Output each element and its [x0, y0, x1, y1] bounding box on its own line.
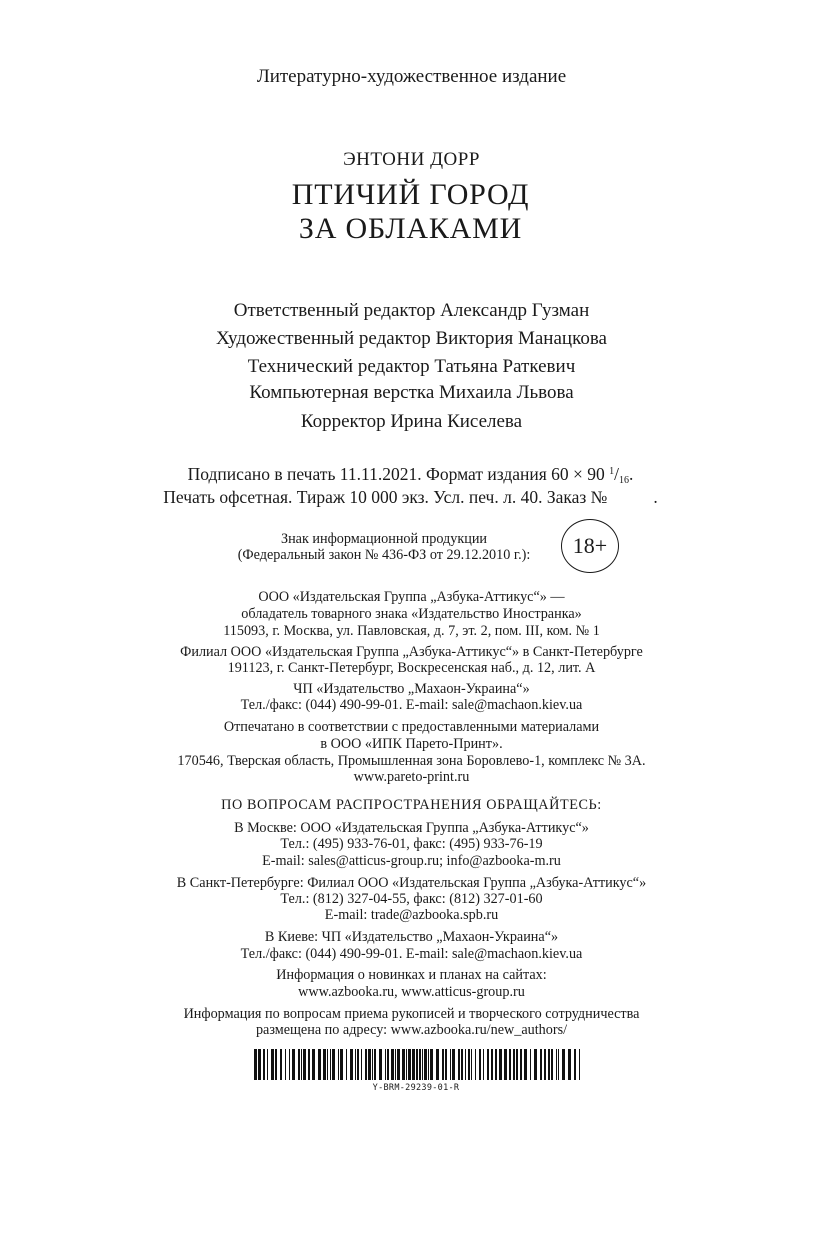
barcode-bar [318, 1049, 321, 1080]
barcode-bar [465, 1049, 466, 1080]
authors-line-2: размещена по адресу: www.azbooka.ru/new_authors/ [255, 1022, 568, 1038]
barcode-bar [271, 1049, 274, 1080]
barcode-bar [430, 1049, 433, 1080]
sites-line-2: www.azbooka.ru, www.atticus-group.ru [298, 984, 525, 1000]
barcode-bar [275, 1049, 277, 1080]
barcode-bar [450, 1049, 451, 1080]
barcode-bar [357, 1049, 359, 1080]
barcode-bar [491, 1049, 493, 1080]
barcode-bar [340, 1049, 343, 1080]
barcode-bar [258, 1049, 261, 1080]
ukraine-line-2: Тел./факс: (044) 490-99-01. E-mail: sale@machaon.kiev.ua [240, 697, 583, 713]
barcode-bar [458, 1049, 460, 1080]
barcode-bar [391, 1049, 394, 1080]
barcode-bar [520, 1049, 522, 1080]
barcode-bar [544, 1049, 546, 1080]
print-info-line-2 [0, 487, 824, 508]
publisher-line-2: обладатель товарного знака «Издательство Иностранка» [241, 606, 582, 622]
age-rating-badge [561, 519, 619, 573]
format-slash: / [614, 464, 620, 484]
barcode-bar [361, 1049, 362, 1080]
barcode-bar [350, 1049, 353, 1080]
sites-line-1: Информация о новинках и планах на сайтах: [276, 967, 547, 983]
print-signed-format: Подписано в печать 11.11.2021. Формат издания 60 × 90 [187, 464, 605, 484]
barcode-bar [461, 1049, 463, 1080]
barcode-bar [452, 1049, 455, 1080]
barcode-bar [387, 1049, 389, 1080]
info-sign-label-line-1: Знак информационной продукции [280, 531, 488, 547]
spb-line-3: E-mail: trade@azbooka.spb.ru [324, 907, 499, 923]
barcode-code: Y-BRM-29239-01-R [372, 1083, 460, 1093]
barcode-bar [312, 1049, 315, 1080]
kiev-line-1: В Киеве: ЧП «Издательство „Махаон-Украина“» [264, 929, 559, 945]
format-numerator: 1 [609, 466, 615, 477]
format-end: . [629, 464, 634, 484]
barcode-bar [513, 1049, 515, 1080]
format-denominator: 16 [619, 475, 630, 486]
barcode-bar [332, 1049, 335, 1080]
barcode-bar [372, 1049, 373, 1080]
book-title-line-1: ПТИЧИЙ ГОРОД [291, 178, 530, 211]
moscow-line-2: Тел.: (495) 933-76-01, факс: (495) 933-76-19 [280, 836, 543, 852]
credit-technical-editor: Технический редактор Татьяна Раткевич [247, 356, 576, 377]
publisher-line-1: ООО «Издательская Группа „Азбука-Аттикус“» — [258, 589, 565, 605]
order-end: . [653, 487, 658, 507]
barcode-bar [516, 1049, 518, 1080]
spb-line-2: Тел.: (812) 327-04-55, факс: (812) 327-01-60 [280, 891, 543, 907]
barcode-bar [442, 1049, 444, 1080]
barcode-bar [385, 1049, 386, 1080]
print-info-line-1 [0, 464, 824, 486]
ukraine-line-1: ЧП «Издательство „Махаон-Украина“» [293, 681, 530, 697]
barcode-bar [468, 1049, 470, 1080]
barcode-bar [408, 1049, 411, 1080]
barcode-bar [504, 1049, 507, 1080]
credit-responsible-editor: Ответственный редактор Александр Гузман [233, 300, 590, 321]
book-author: ЭНТОНИ ДОРР [343, 149, 480, 170]
credit-art-editor: Художественный редактор Виктория Манацкова [216, 328, 607, 349]
print-run-order: Печать офсетная. Тираж 10 000 экз. Усл. печ. л. 40. Заказ № [163, 487, 608, 507]
barcode-bar [419, 1049, 421, 1080]
barcode-bar [436, 1049, 439, 1080]
barcode-bar [327, 1049, 328, 1080]
info-sign-label-line-2: (Федеральный закон № 436-ФЗ от 29.12.2010 г.): [237, 547, 531, 563]
barcode-bar [548, 1049, 550, 1080]
credit-proofreader: Корректор Ирина Киселева [300, 411, 523, 432]
barcode-bar [368, 1049, 371, 1080]
age-rating-value: 18+ [572, 533, 608, 558]
barcode-bar [355, 1049, 356, 1080]
barcode-bar [379, 1049, 382, 1080]
book-title-line-2: ЗА ОБЛАКАМИ [298, 212, 523, 245]
printer-line-1: Отпечатано в соответствии с предоставленными материалами [223, 719, 600, 735]
barcode-bar [402, 1049, 405, 1080]
moscow-line-1: В Москве: ООО «Издательская Группа „Азбука-Аттикус“» [234, 820, 589, 836]
barcode-bar [487, 1049, 489, 1080]
barcode-bar [395, 1049, 396, 1080]
barcode-bar [365, 1049, 367, 1080]
printer-line-3: 170546, Тверская область, Промышленная зона Боровлево-1, комплекс № 3А. [177, 753, 646, 769]
branch-line-1: Филиал ООО «Издательская Группа „Азбука-Аттикус“» в Санкт-Петербурге [180, 644, 643, 660]
kiev-line-2: Тел./факс: (044) 490-99-01. E-mail: sale@machaon.kiev.ua [240, 946, 583, 962]
authors-line-1: Информация по вопросам приема рукописей и творческого сотрудничества [183, 1006, 640, 1022]
barcode-bar [422, 1049, 423, 1080]
barcode-bar [301, 1049, 302, 1080]
barcode-bar [556, 1049, 557, 1080]
barcode-bar [424, 1049, 427, 1080]
printer-line-4: www.pareto-print.ru [353, 769, 470, 785]
barcode-bar [524, 1049, 527, 1080]
barcode-bar [323, 1049, 326, 1080]
moscow-line-3: E-mail: sales@atticus-group.ru; info@azbooka-m.ru [262, 853, 561, 869]
barcode-bar [416, 1049, 418, 1080]
barcode-bar [330, 1049, 331, 1080]
barcode-bar [471, 1049, 472, 1080]
branch-line-2: 191123, г. Санкт-Петербург, Воскресенская наб., д. 12, лит. А [227, 660, 596, 676]
barcode-bar [397, 1049, 400, 1080]
barcode-bar [558, 1049, 559, 1080]
spb-line-1: В Санкт-Петербурге: Филиал ООО «Издательская Группа „Азбука-Аттикус“» [176, 875, 647, 891]
barcode-bar [530, 1049, 531, 1080]
barcode-bar [292, 1049, 295, 1080]
barcode-bar [267, 1049, 268, 1080]
barcode-bar [445, 1049, 447, 1080]
barcode-bar [346, 1049, 347, 1080]
barcode-bar [475, 1049, 476, 1080]
info-sign-label [218, 531, 550, 563]
barcode-bar [479, 1049, 481, 1080]
edition-type: Литературно-художественное издание [256, 66, 567, 87]
credit-layout: Компьютерная верстка Михаила Львова [249, 382, 574, 403]
barcode-bar [495, 1049, 497, 1080]
barcode-bar [428, 1049, 429, 1080]
barcode-bar [568, 1049, 571, 1080]
barcode [254, 1049, 580, 1080]
barcode-bar [280, 1049, 282, 1080]
barcode-bar [483, 1049, 484, 1080]
barcode-bar [303, 1049, 306, 1080]
printer-line-2: в ООО «ИПК Парето-Принт». [320, 736, 503, 752]
barcode-bar [412, 1049, 415, 1080]
barcode-bar [499, 1049, 502, 1080]
barcode-bar [338, 1049, 339, 1080]
barcode-bar [509, 1049, 511, 1080]
publisher-line-3: 115093, г. Москва, ул. Павловская, д. 7, эт. 2, пом. III, ком. № 1 [223, 623, 600, 639]
barcode-bar [406, 1049, 407, 1080]
barcode-bar [540, 1049, 542, 1080]
barcode-bar [298, 1049, 300, 1080]
barcode-bar [574, 1049, 576, 1080]
barcode-bar [551, 1049, 553, 1080]
barcode-bar [374, 1049, 376, 1080]
barcode-bar [534, 1049, 537, 1080]
barcode-bar [579, 1049, 580, 1080]
barcode-bar [263, 1049, 265, 1080]
barcode-bar [562, 1049, 565, 1080]
barcode-bar [289, 1049, 290, 1080]
barcode-bar [285, 1049, 286, 1080]
barcode-bar [308, 1049, 310, 1080]
barcode-bar [254, 1049, 257, 1080]
distribution-header: ПО ВОПРОСАМ РАСПРОСТРАНЕНИЯ ОБРАЩАЙТЕСЬ: [221, 797, 602, 813]
